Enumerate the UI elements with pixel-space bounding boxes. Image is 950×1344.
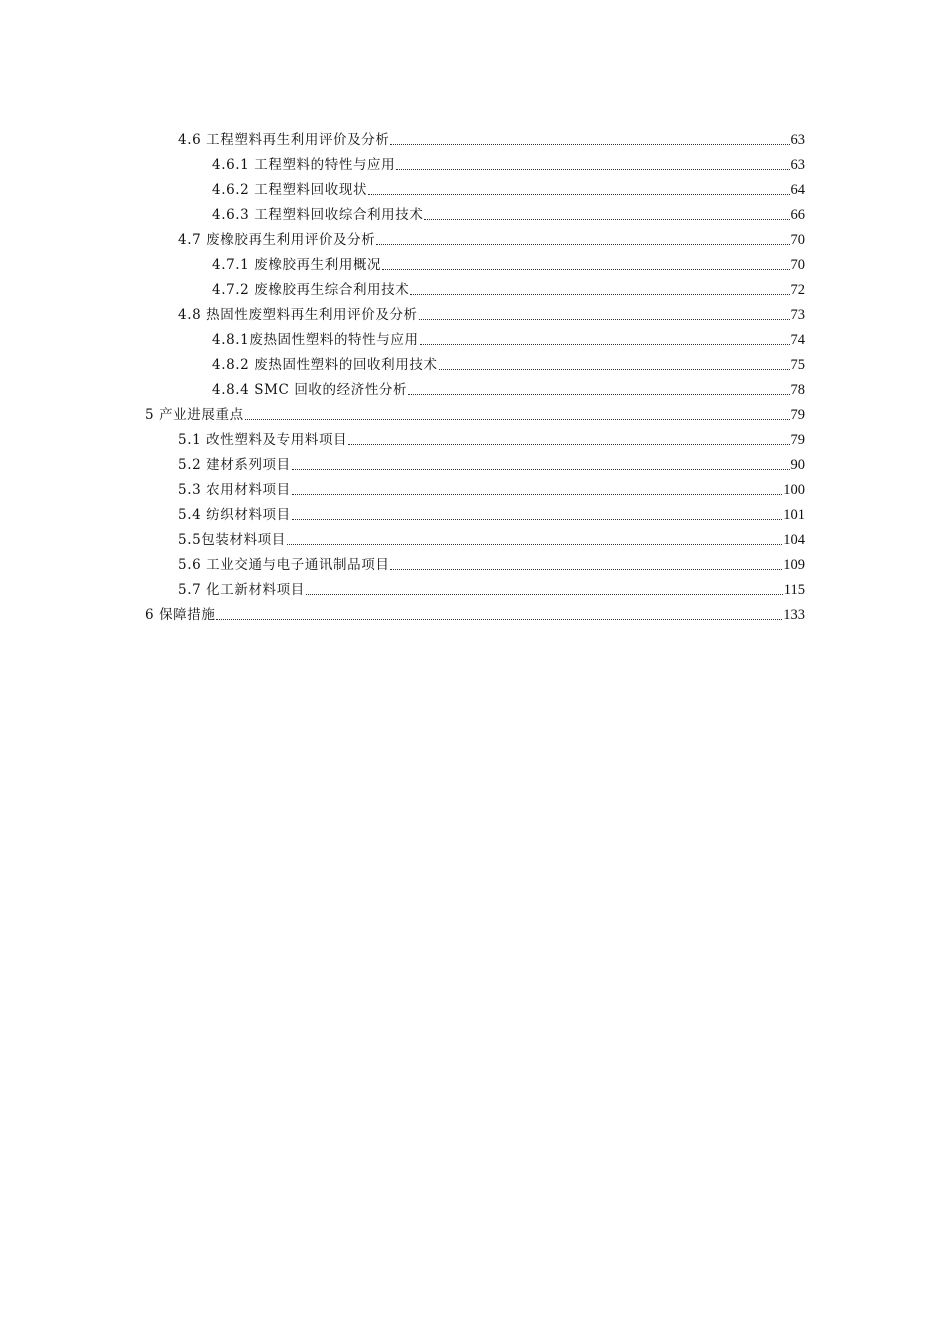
dot-leader — [287, 543, 782, 545]
dot-leader — [292, 518, 782, 520]
dot-leader — [368, 193, 789, 195]
toc-entry-title: 4.8.1废热固性塑料的特性与应用 — [212, 332, 419, 348]
toc-entry[interactable] — [212, 199, 805, 224]
dot-leader — [292, 493, 782, 495]
toc-entry[interactable] — [145, 399, 805, 424]
dot-leader — [396, 168, 789, 170]
toc-entry-page: 101 — [783, 507, 805, 523]
toc-entry-page: 78 — [790, 382, 805, 398]
toc-entry[interactable] — [178, 424, 805, 449]
toc-entry-title: 4.7.1 废橡胶再生利用概况 — [212, 257, 382, 273]
toc-entry[interactable] — [178, 124, 805, 149]
toc-entry-title: 5.3 农用材料项目 — [178, 482, 291, 498]
dot-leader — [306, 593, 783, 595]
toc-entry-page: 63 — [790, 132, 805, 148]
toc-entry[interactable] — [212, 274, 805, 299]
toc-entry[interactable] — [212, 149, 805, 174]
toc-entry-title: 4.8.4 SMC 回收的经济性分析 — [212, 382, 408, 398]
toc-entry-title: 5.4 纺织材料项目 — [178, 507, 291, 523]
toc-entry-title: 4.6 工程塑料再生利用评价及分析 — [178, 132, 390, 148]
toc-entry[interactable] — [178, 499, 805, 524]
toc-entry[interactable] — [178, 549, 805, 574]
toc-entry-page: 104 — [783, 532, 805, 548]
dot-leader — [216, 618, 782, 620]
toc-entry-title: 5.2 建材系列项目 — [178, 457, 291, 473]
dot-leader — [376, 243, 789, 245]
dot-leader — [424, 218, 789, 220]
toc-entry[interactable] — [178, 524, 805, 549]
toc-entry-page: 75 — [790, 357, 805, 373]
toc-entry-page: 79 — [790, 432, 805, 448]
toc-entry-page: 70 — [790, 257, 805, 273]
dot-leader — [390, 143, 789, 145]
toc-entry-page: 74 — [790, 332, 805, 348]
dot-leader — [408, 393, 789, 395]
dot-leader — [390, 568, 782, 570]
toc-entry[interactable] — [212, 374, 805, 399]
toc-entry-page: 109 — [783, 557, 805, 573]
toc-entry-title: 5 产业进展重点 — [145, 407, 244, 423]
toc-entry[interactable] — [145, 599, 805, 624]
dot-leader — [382, 268, 789, 270]
toc-entry-title: 4.6.3 工程塑料回收综合利用技术 — [212, 207, 424, 223]
toc-entry-page: 100 — [783, 482, 805, 498]
toc-entry-page: 72 — [790, 282, 805, 298]
toc-entry-title: 4.8.2 废热固性塑料的回收利用技术 — [212, 357, 438, 373]
toc-entry[interactable] — [212, 174, 805, 199]
toc-entry[interactable] — [212, 324, 805, 349]
toc-entry-title: 5.1 改性塑料及专用料项目 — [178, 432, 348, 448]
dot-leader — [292, 468, 790, 470]
toc-entry-title: 5.6 工业交通与电子通讯制品项目 — [178, 557, 390, 573]
toc-entry[interactable] — [178, 574, 805, 599]
toc-entry-page: 90 — [790, 457, 805, 473]
toc-entry-page: 79 — [790, 407, 805, 423]
toc-entry[interactable] — [212, 249, 805, 274]
toc-entry-title: 4.6.1 工程塑料的特性与应用 — [212, 157, 396, 173]
toc-entry-title: 4.7.2 废橡胶再生综合利用技术 — [212, 282, 410, 298]
dot-leader — [439, 368, 790, 370]
toc-entry-page: 63 — [790, 157, 805, 173]
toc-entry-page: 73 — [790, 307, 805, 323]
toc-entry-title: 5.7 化工新材料项目 — [178, 582, 305, 598]
toc-entry-page: 70 — [790, 232, 805, 248]
toc-entry[interactable] — [178, 474, 805, 499]
dot-leader — [410, 293, 789, 295]
dot-leader — [348, 443, 789, 445]
toc-entry-page: 66 — [790, 207, 805, 223]
toc-entry-page: 64 — [790, 182, 805, 198]
dot-leader — [420, 343, 790, 345]
dot-leader — [419, 318, 790, 320]
toc-entry[interactable] — [178, 449, 805, 474]
toc-entry[interactable] — [178, 224, 805, 249]
toc-entry-title: 6 保障措施 — [145, 607, 216, 623]
toc-entry[interactable] — [178, 299, 805, 324]
dot-leader — [245, 418, 790, 420]
toc-entry-title: 4.8 热固性废塑料再生利用评价及分析 — [178, 307, 418, 323]
toc-entry-title: 4.6.2 工程塑料回收现状 — [212, 182, 368, 198]
toc-entry-title: 4.7 废橡胶再生利用评价及分析 — [178, 232, 376, 248]
toc-entry-page: 133 — [783, 607, 805, 623]
toc-entry-page: 115 — [783, 582, 805, 598]
toc-entry-title: 5.5包装材料项目 — [178, 532, 286, 548]
toc-entry[interactable] — [212, 349, 805, 374]
